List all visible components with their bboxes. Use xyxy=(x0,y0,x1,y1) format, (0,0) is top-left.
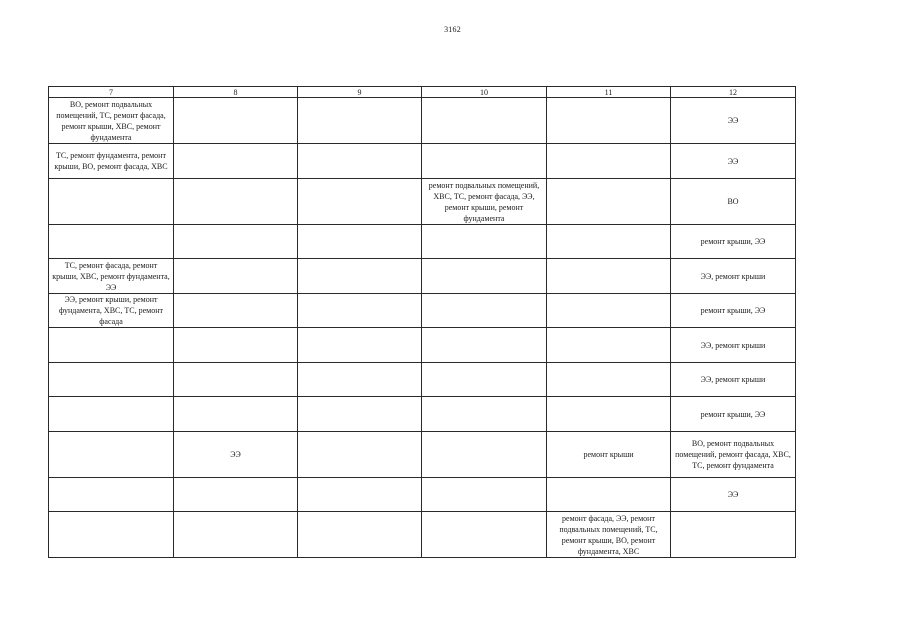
table-cell xyxy=(174,478,298,512)
table-cell xyxy=(174,328,298,363)
column-header: 7 xyxy=(49,87,174,98)
table-cell: ВО xyxy=(671,179,796,225)
table-cell xyxy=(49,512,174,558)
table-cell xyxy=(422,432,547,478)
column-header: 9 xyxy=(298,87,422,98)
table-cell: ремонт крыши, ЭЭ xyxy=(671,294,796,328)
table-cell: ЭЭ xyxy=(671,478,796,512)
table-cell xyxy=(298,397,422,432)
table-cell xyxy=(49,328,174,363)
table-cell xyxy=(422,478,547,512)
table-cell xyxy=(49,179,174,225)
column-header: 12 xyxy=(671,87,796,98)
table-cell: ЭЭ xyxy=(174,432,298,478)
table-cell xyxy=(298,144,422,179)
table-cell xyxy=(547,397,671,432)
table-cell xyxy=(422,328,547,363)
table-row xyxy=(49,179,796,225)
column-header: 11 xyxy=(547,87,671,98)
table-cell: ЭЭ, ремонт крыши xyxy=(671,259,796,294)
table-cell xyxy=(547,363,671,397)
table-cell: ЭЭ, ремонт крыши, ремонт фундамента, ХВС, ТС, ремонт фасада xyxy=(49,294,174,328)
table-cell: ВО, ремонт подвальных помещений, ТС, ремонт фасада, ремонт крыши, ХВС, ремонт фундамента xyxy=(49,98,174,144)
table-cell xyxy=(547,98,671,144)
table-cell: ЭЭ, ремонт крыши xyxy=(671,363,796,397)
column-header: 8 xyxy=(174,87,298,98)
data-table xyxy=(48,86,796,558)
table-cell: ЭЭ xyxy=(671,144,796,179)
table-cell xyxy=(174,397,298,432)
table-cell xyxy=(298,259,422,294)
table-cell xyxy=(298,179,422,225)
table-cell xyxy=(422,259,547,294)
table-cell xyxy=(174,363,298,397)
table-cell xyxy=(422,144,547,179)
table-cell xyxy=(547,294,671,328)
table-cell xyxy=(422,512,547,558)
table-cell xyxy=(174,294,298,328)
table-cell xyxy=(422,225,547,259)
table-cell xyxy=(298,98,422,144)
table-cell xyxy=(422,98,547,144)
table-cell: ТС, ремонт фундамента, ремонт крыши, ВО, ремонт фасада, ХВС xyxy=(49,144,174,179)
table-cell: ремонт крыши xyxy=(547,432,671,478)
table-cell xyxy=(298,363,422,397)
table-cell xyxy=(422,363,547,397)
table-cell xyxy=(49,478,174,512)
table-row xyxy=(49,294,796,328)
table-cell xyxy=(49,397,174,432)
table-cell xyxy=(174,179,298,225)
table-cell xyxy=(174,98,298,144)
table-cell: ремонт крыши, ЭЭ xyxy=(671,225,796,259)
table-cell: ЭЭ, ремонт крыши xyxy=(671,328,796,363)
table-row xyxy=(49,98,796,144)
table-cell: ремонт подвальных помещений, ХВС, ТС, ремонт фасада, ЭЭ, ремонт крыши, ремонт фундамента xyxy=(422,179,547,225)
table-cell: ремонт крыши, ЭЭ xyxy=(671,397,796,432)
table-row xyxy=(49,397,796,432)
table-cell: ремонт фасада, ЭЭ, ремонт подвальных помещений, ТС, ремонт крыши, ВО, ремонт фундамента, ХВС xyxy=(547,512,671,558)
table-cell: ВО, ремонт подвальных помещений, ремонт фасада, ХВС, ТС, ремонт фундамента xyxy=(671,432,796,478)
table-cell xyxy=(547,259,671,294)
table-cell xyxy=(671,512,796,558)
table-cell xyxy=(49,363,174,397)
table-cell: ЭЭ xyxy=(671,98,796,144)
table-row xyxy=(49,328,796,363)
table-cell xyxy=(422,397,547,432)
table-cell xyxy=(298,294,422,328)
table-cell xyxy=(298,432,422,478)
table-cell: ТС, ремонт фасада, ремонт крыши, ХВС, ремонт фундамента, ЭЭ xyxy=(49,259,174,294)
table-cell xyxy=(298,478,422,512)
table-cell xyxy=(298,225,422,259)
table-row xyxy=(49,225,796,259)
table-row xyxy=(49,512,796,558)
table-cell xyxy=(49,225,174,259)
table-header-row xyxy=(49,87,796,98)
table-cell xyxy=(547,179,671,225)
page-number: 3162 xyxy=(444,25,461,34)
column-header: 10 xyxy=(422,87,547,98)
table-cell xyxy=(547,225,671,259)
table-cell xyxy=(547,478,671,512)
table-cell xyxy=(174,259,298,294)
table-cell xyxy=(547,144,671,179)
table-row xyxy=(49,363,796,397)
table-cell xyxy=(174,512,298,558)
table-cell xyxy=(547,328,671,363)
table-cell xyxy=(298,512,422,558)
table-cell xyxy=(298,328,422,363)
table-cell xyxy=(174,144,298,179)
table-row xyxy=(49,259,796,294)
table-row xyxy=(49,432,796,478)
table-row xyxy=(49,144,796,179)
table-cell xyxy=(49,432,174,478)
table-row xyxy=(49,478,796,512)
table-cell xyxy=(174,225,298,259)
table-cell xyxy=(422,294,547,328)
